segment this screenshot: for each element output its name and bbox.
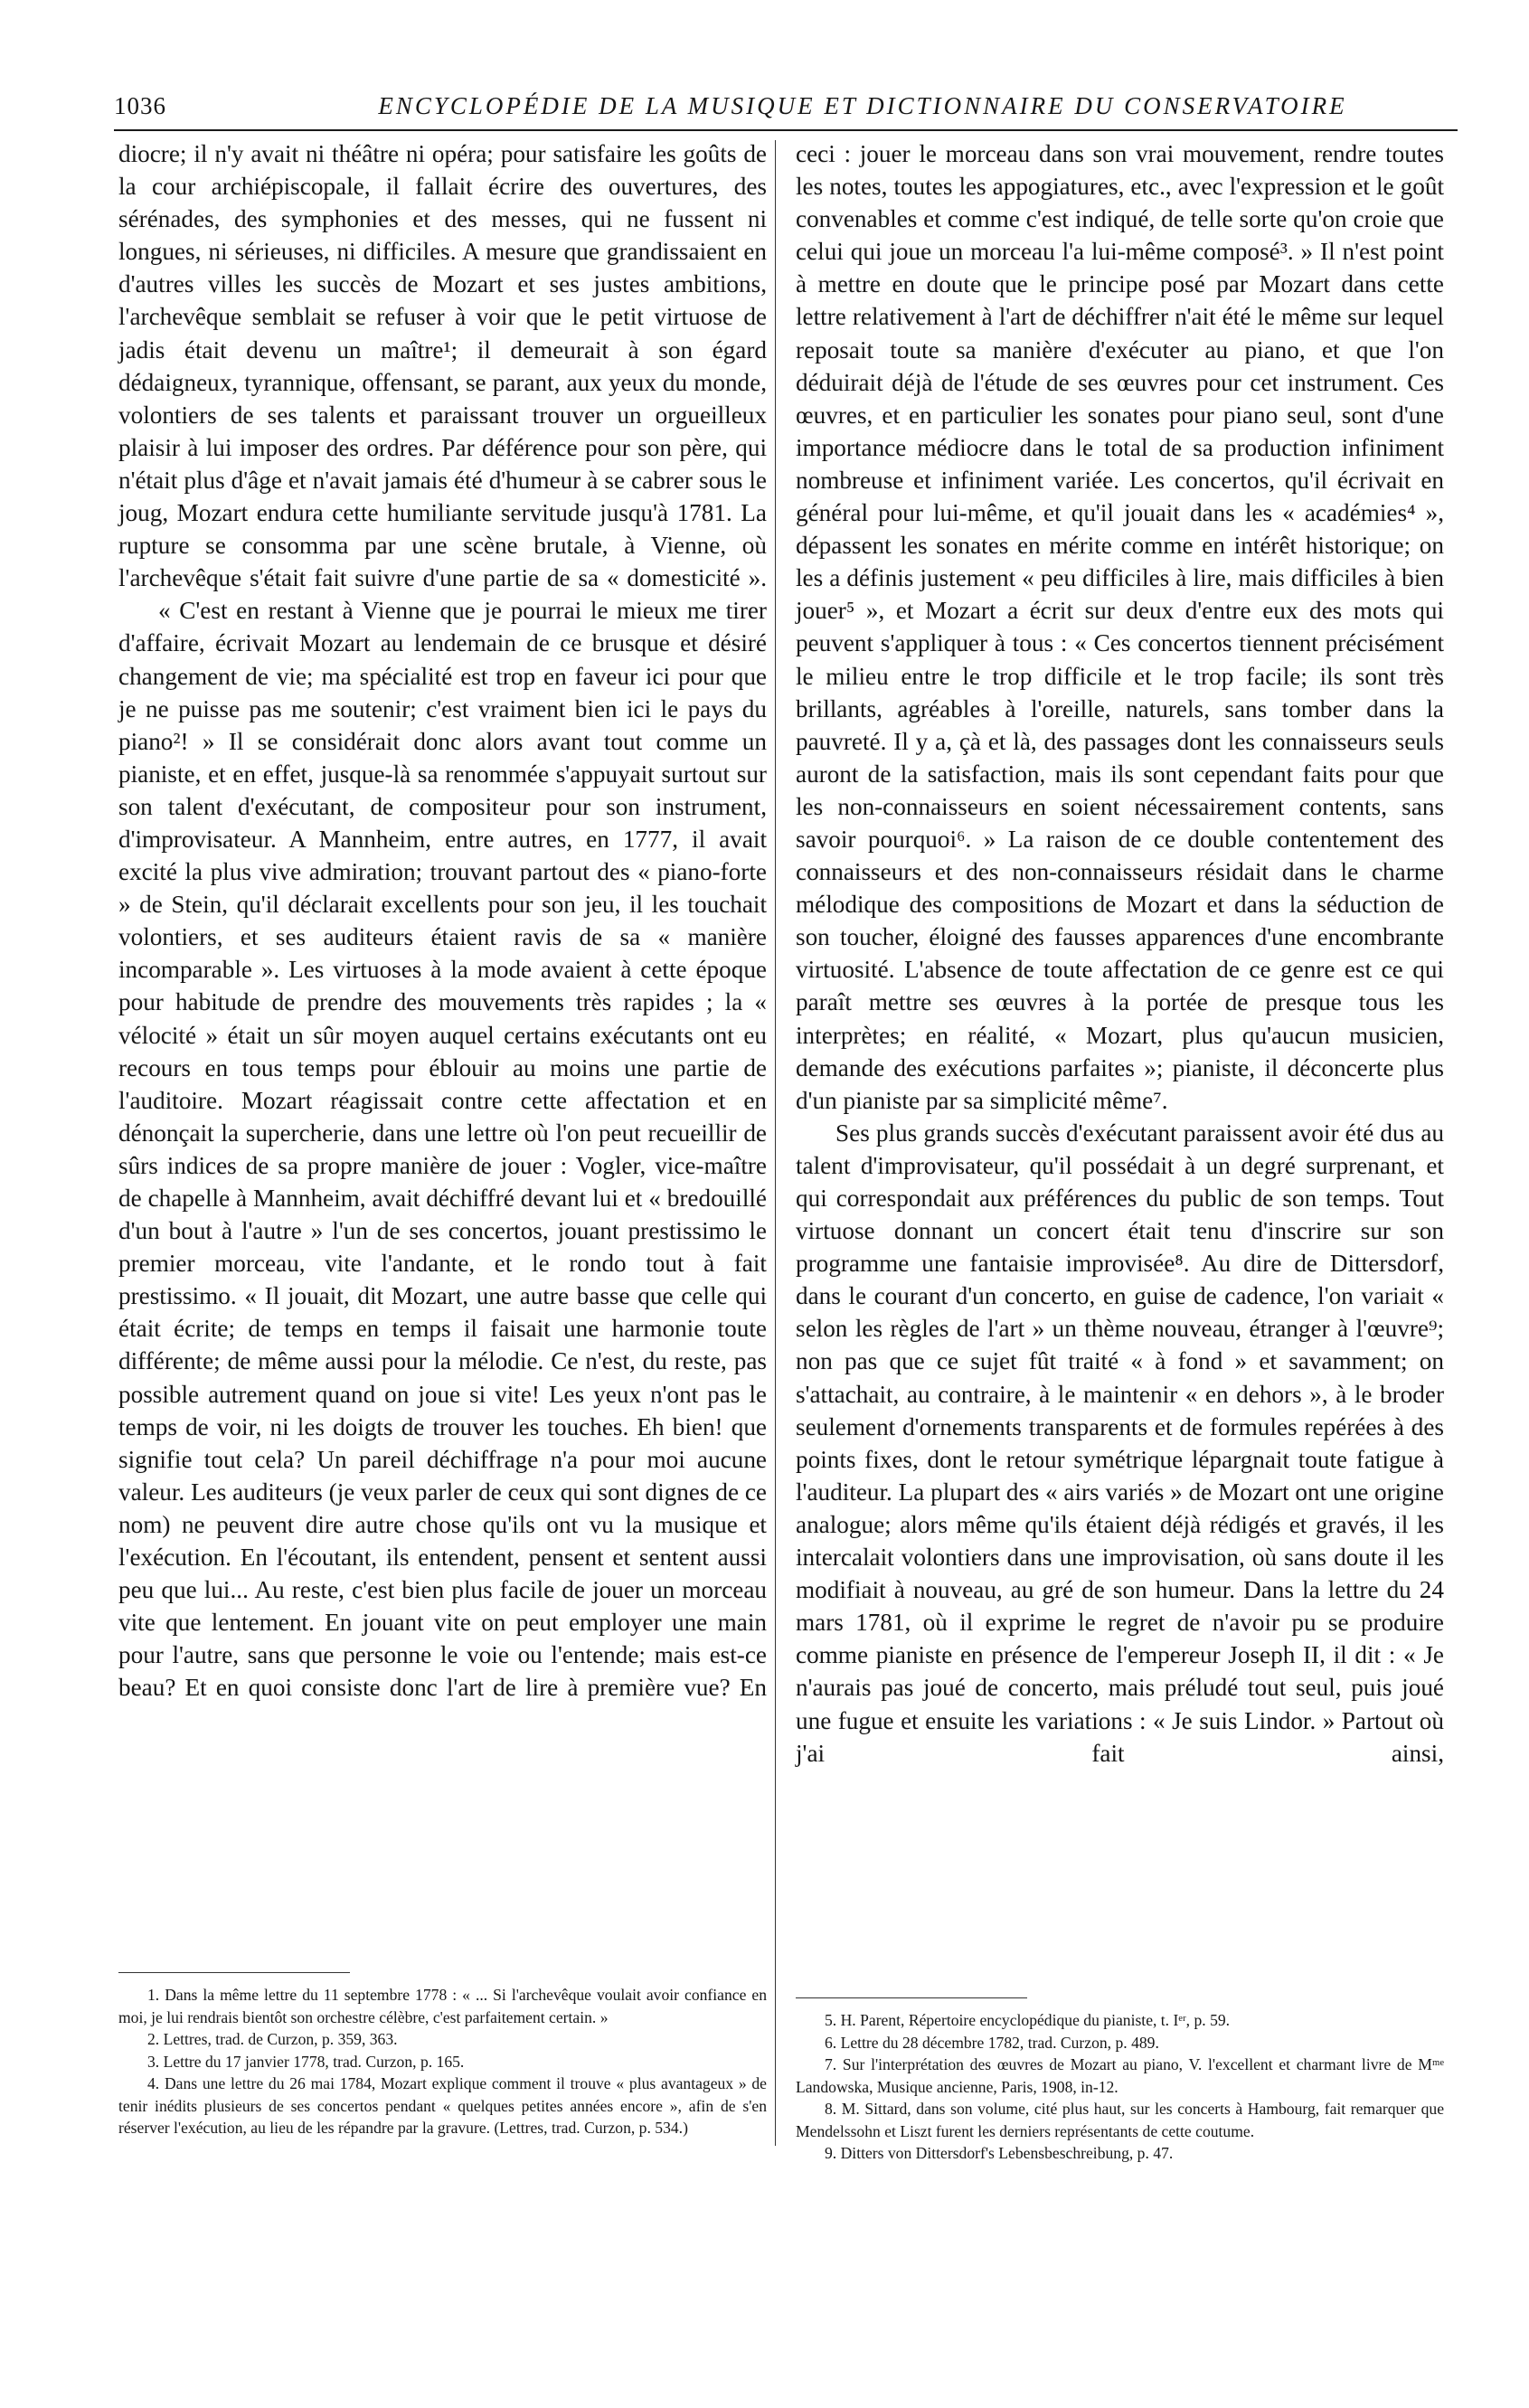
left-column bbox=[118, 137, 767, 1704]
right-footnotes bbox=[796, 2009, 1444, 2165]
footnote: 4. Dans une lettre du 26 mai 1784, Mozart explique comment il trouve « plus avantageux » de tenir inédits plusieurs de ses concertos pendant « quelques petites années encore », afin de s'en réserver l'exécution, au lieu de les répandre par la gravure. (Lettres, trad. Curzon, p. 534.) bbox=[118, 2074, 767, 2137]
page-header bbox=[114, 92, 1458, 128]
left-footnotes bbox=[118, 1984, 767, 2139]
footnote: 9. Ditters von Dittersdorf's Lebensbeschreibung, p. 47. bbox=[825, 2144, 1174, 2162]
body-paragraph: « C'est en restant à Vienne que je pourrai le mieux me tirer d'affaire, écrivait Mozart au lendemain de ce brusque et désiré changement de vie; ma spécialité est trop en faveur ici pour que je ne puisse pas me soutenir; c'est vraiment bien ici le pays du piano²! » Il se considérait donc alors avant tout comme un pianiste, et en effet, jusque-là sa renommée s'appuyait surtout sur son talent d'exécutant, de compositeur pour son instrument, d'improvisateur. A Mannheim, entre autres, en 1777, il avait excité la plus vive admiration; trouvant partout des « piano-forte » de Stein, qu'il déclarait excellents pour son jeu, il les touchait volontiers, et ses auditeurs étaient ravis de sa « manière incomparable ». Les virtuoses à la mode avaient à cette époque pour habitude de prendre des mouvements très rapides ; la « vélocité » était un sûr moyen auquel certains exécutants ont eu recours en tous temps pour éblouir au moins une partie de l'auditoire. Mozart réagissait contre cette affectation et en dénonçait la supercherie, dans une lettre où l'on peut recueillir de sûrs indices de sa propre manière de jouer : Vogler, vice-maître de chapelle à Mannheim, avait déchiffré devant lui et « bredouillé d'un bout à l'autre » l'un de ses concertos, jouant prestissimo le premier morceau, vite l'andante, et le rondo tout à fait prestissimo. « Il jouait, dit Mozart, une autre basse que celle qui était écrite; de temps en temps il faisait une harmonie toute différente; de même aussi pour la mélodie. Ce n'est, du reste, pas possible autrement quand on joue si vite! Les yeux n'ont pas le temps de voir, ni les doigts de trouver les touches. Eh bien! que signifie tout cela? Un pareil déchiffrage n'a pour moi aucune valeur. Les auditeurs (je veux parler de ceux qui sont dignes de ce nom) ne peuvent dire autre chose qu'ils ont vu la musique et l'exécution. En l'écoutant, ils entendent, pensent et sentent aussi peu que lui... Au reste, c'est bien plus facile de jouer un morceau vite que lentement. En jouant vite on peut employer une main pour l'autre, sans que personne le voie ou l'entende; mais est-ce beau? Et en quoi consiste donc l'art de lire à première vue? En bbox=[118, 597, 767, 1702]
footnote: 8. M. Sittard, dans son volume, cité plus haut, sur les concerts à Hambourg, fait remarquer que Mendelssohn et Liszt furent les derniers représentants de cette coutume. bbox=[796, 2100, 1444, 2140]
body-paragraph: ceci : jouer le morceau dans son vrai mouvement, rendre toutes les notes, toutes les appogiatures, etc., avec l'expression et le goût convenables et comme c'est indiqué, de telle sorte qu'on croie que celui qui joue un morceau l'a lui-même composé³. » Il n'est point à mettre en doute que le principe posé par Mozart dans cette lettre relativement à l'art de déchiffrer n'ait été le même sur lequel reposait toute sa manière d'exécuter au piano, et que l'on déduirait déjà de l'étude de ses œuvres pour cet instrument. Ces œuvres, et en particulier les sonates pour piano seul, sont d'une importance médiocre dans le total de sa production infiniment nombreuse et infiniment variée. Les concertos, qu'il écrivait en général pour lui-même, et qu'il jouait dans les « académies⁴ », dépassent les sonates en mérite comme en intérêt historique; on les a définis justement « peu difficiles à lire, mais difficiles à bien jouer⁵ », et Mozart a écrit sur deux d'entre eux des mots qui peuvent s'appliquer à tous : « Ces concertos tiennent précisément le milieu entre le trop difficile et le trop facile; ils sont très brillants, agréables à l'oreille, naturels, sans tomber dans la pauvreté. Il y a, çà et là, des passages dont les connaisseurs seuls auront de la satisfaction, mais ils sont cependant faits pour que les non-connaisseurs en soient nécessairement contents, sans savoir pourquoi⁶. » La raison de ce double contentement des connaisseurs et des non-connaisseurs résidait dans le charme mélodique des compositions de Mozart et dans la séduction de son toucher, éloigné des fausses apparences d'une encombrante virtuosité. L'absence de toute affectation de ce genre est ce qui paraît mettre ses œuvres à la portée de presque tous les interprètes; en réalité, « Mozart, plus qu'aucun musicien, demande des exécutions parfaites »; pianiste, il déconcerte plus d'un pianiste par sa simplicité même⁷. bbox=[796, 140, 1444, 1114]
footnote-rule bbox=[796, 1997, 1027, 1998]
footnote: 2. Lettres, trad. de Curzon, p. 359, 363. bbox=[147, 2030, 398, 2048]
footnote: 5. H. Parent, Répertoire encyclopédique du pianiste, t. Iᵉʳ, p. 59. bbox=[825, 2011, 1231, 2029]
page-number: 1036 bbox=[114, 92, 166, 119]
right-column bbox=[796, 137, 1444, 1770]
footnote: 6. Lettre du 28 décembre 1782, trad. Curzon, p. 489. bbox=[825, 2033, 1159, 2052]
header-rule bbox=[114, 129, 1458, 131]
running-title: ENCYCLOPÉDIE DE LA MUSIQUE ET DICTIONNAIRE DU CONSERVATOIRE bbox=[378, 92, 1347, 119]
body-paragraph: diocre; il n'y avait ni théâtre ni opéra; pour satisfaire les goûts de la cour archiépiscopale, il fallait écrire des ouvertures, des sérénades, des symphonies et des messes, qui ne fussent ni longues, ni sérieuses, ni difficiles. A mesure que grandissaient en d'autres villes les succès de Mozart et ses justes ambitions, l'archevêque semblait se refuser à voir que le petit virtuose de jadis était devenu un maître¹; il demeurait à son égard dédaigneux, tyrannique, offensant, se parant, aux yeux du monde, volontiers de ses talents et paraissant trouver un orgueilleux plaisir à lui imposer des ordres. Par déférence pour son père, qui n'était plus d'âge et n'avait jamais été d'humeur à se cabrer sous le joug, Mozart endura cette humiliante servitude jusqu'à 1781. La rupture se consomma par une scène brutale, à Vienne, où l'archevêque s'était fait suivre d'une partie de sa « domesticité ». bbox=[118, 140, 767, 592]
footnote: 1. Dans la même lettre du 11 septembre 1778 : « ... Si l'archevêque voulait avoir confiance en moi, je lui rendrais bientôt son orchestre célèbre, c'est parfaitement certain. » bbox=[118, 1986, 767, 2026]
footnote-rule bbox=[118, 1972, 350, 1973]
body-paragraph: Ses plus grands succès d'exécutant paraissent avoir été dus au talent d'improvisateur, qu'il possédait à un degré surprenant, et qui correspondait aux préférences du public de son temps. Tout virtuose donnant un concert était tenu d'inscrire sur son programme une fantaisie improvisée⁸. Au dire de Dittersdorf, dans le courant d'un concerto, en guise de cadence, l'on variait « selon les règles de l'art » un thème nouveau, étranger à l'œuvre⁹; non pas que ce sujet fût traité « à fond » et savamment; on s'attachait, au contraire, à le maintenir « en dehors », à le broder seulement d'ornements transparents et de formules repérées à des points fixes, dont le retour symétrique lépargnait toute fatigue à l'auditeur. La plupart des « airs variés » de Mozart ont une origine analogue; alors même qu'ils étaient déjà rédigés et gravés, il les intercalait volontiers dans une improvisation, où sans doute il les modifiait à nouveau, au gré de son humeur. Dans la lettre du 24 mars 1781, où il exprime le regret de n'avoir pu se produire comme pianiste en présence de l'empereur Joseph II, il dit : « Je n'aurais pas joué de concerto, mais préludé tout seul, puis joué une fugue et ensuite les variations : « Je suis Lindor. » Partout où j'ai fait ainsi, bbox=[796, 1119, 1444, 1767]
footnote: 3. Lettre du 17 janvier 1778, trad. Curzon, p. 165. bbox=[147, 2052, 465, 2071]
column-divider bbox=[775, 140, 776, 2146]
footnote: 7. Sur l'interprétation des œuvres de Mozart au piano, V. l'excellent et charmant livre de Mᵐᵉ Landowska, Musique ancienne, Paris, 1908, in-12. bbox=[796, 2055, 1444, 2096]
